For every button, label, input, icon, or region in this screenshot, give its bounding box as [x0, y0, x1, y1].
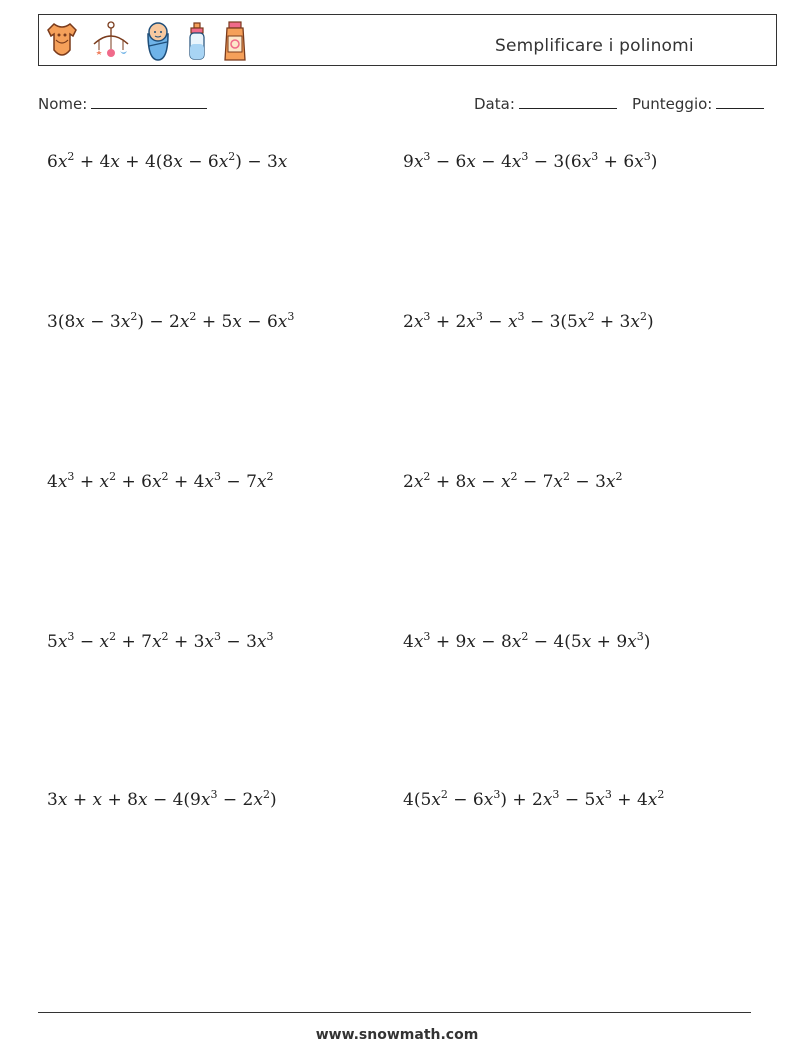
problem-6: $2x^2 + 8x - x^2 - 7x^2 - 3x^2$: [403, 470, 623, 492]
footer-divider: [38, 1012, 751, 1013]
date-field: [474, 94, 617, 113]
problem-10: $4(5x^2 - 6x^3) + 2x^3 - 5x^3 + 4x^2$: [403, 788, 665, 810]
header-icons: [45, 20, 249, 62]
problem-5: $4x^3 + x^2 + 6x^2 + 4x^3 - 7x^2$: [47, 470, 274, 492]
problem-4: $2x^3 + 2x^3 - x^3 - 3(5x^2 + 3x^2)$: [403, 310, 654, 332]
problem-3: $3(8x - 3x^2) - 2x^2 + 5x - 6x^3$: [47, 310, 295, 332]
name-label: Nome:: [38, 95, 88, 113]
name-line[interactable]: [91, 94, 207, 109]
problem-7: $5x^3 - x^2 + 7x^2 + 3x^3 - 3x^3$: [47, 630, 274, 652]
date-label: Data:: [474, 95, 515, 113]
problem-9: $3x + x + 8x - 4(9x^3 - 2x^2)$: [47, 788, 277, 810]
score-field: [632, 94, 764, 113]
worksheet-header: [38, 14, 777, 66]
score-label: Punteggio:: [632, 95, 713, 113]
problem-8: $4x^3 + 9x - 8x^2 - 4(5x + 9x^3)$: [403, 630, 651, 652]
worksheet-title: Semplificare i polinomi: [495, 36, 694, 56]
score-line[interactable]: [716, 94, 764, 109]
footer-url[interactable]: www.snowmath.com: [315, 1027, 479, 1043]
baby-cream-icon: [221, 20, 249, 62]
baby-bottle-icon: [184, 20, 210, 62]
date-line[interactable]: [519, 94, 617, 109]
baby-mobile-icon: [90, 20, 132, 62]
name-field: [38, 94, 207, 113]
swaddled-baby-icon: [143, 20, 173, 62]
problem-2: $9x^3 - 6x - 4x^3 - 3(6x^3 + 6x^3)$: [403, 150, 658, 172]
problem-1: $6x^2 + 4x + 4(8x - 6x^2) - 3x$: [47, 150, 288, 172]
baby-bodysuit-icon: [45, 20, 79, 62]
